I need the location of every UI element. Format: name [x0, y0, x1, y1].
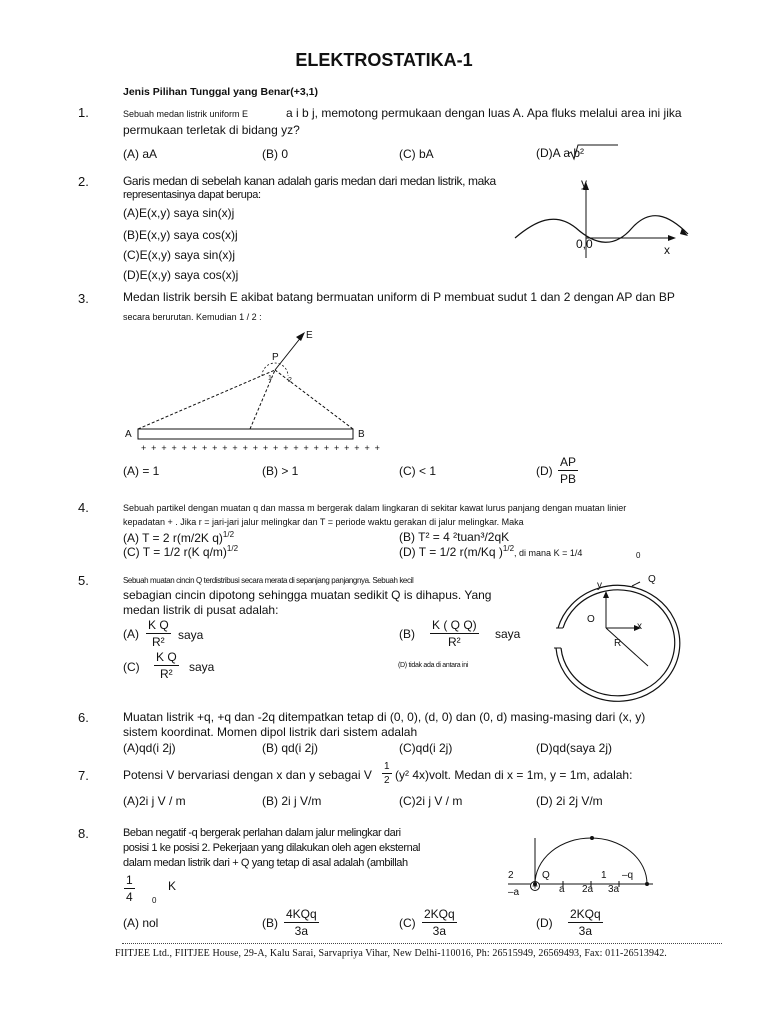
- fraction-numerator: AP: [560, 455, 577, 469]
- fraction-denominator: R²: [152, 635, 165, 649]
- q3-label-p: P: [272, 352, 279, 363]
- fraction-bar: [430, 633, 479, 634]
- q2-y-label: y: [581, 176, 587, 190]
- fraction-numerator: 1: [384, 761, 390, 772]
- q3-option-b[interactable]: (B) > 1: [262, 464, 299, 478]
- q5-number: 5.: [78, 573, 89, 588]
- fraction-denominator: 3a: [294, 924, 309, 938]
- q2-option-d[interactable]: (D)E(x,y) saya cos(x)j: [123, 268, 239, 282]
- q8-k-fraction: [124, 873, 135, 904]
- q4-exponent: 1/2: [222, 530, 235, 539]
- q6-option-c[interactable]: (C)qd(i 2j): [399, 741, 453, 755]
- q7-line1-b: (y² 4x)volt. Medan di x = 1m, y = 1m, adalah:: [395, 768, 633, 782]
- q8-fig-label-a: a: [559, 884, 565, 895]
- q3-label-e: E: [306, 330, 313, 341]
- q4-exponent: 1/2: [502, 544, 515, 553]
- q8-option-b[interactable]: (B): [262, 916, 278, 930]
- fraction-bar: [422, 922, 457, 923]
- q5-option-c[interactable]: (C): [123, 660, 140, 674]
- fraction-bar: [124, 888, 135, 889]
- q8-option-d[interactable]: (D): [536, 916, 553, 930]
- q5-label-o: O: [587, 614, 595, 625]
- fraction-bar: [284, 922, 319, 923]
- q1-option-d[interactable]: (D)A a b²: [536, 146, 585, 160]
- fraction-numerator: 2KQq: [570, 907, 601, 921]
- q3-angle-2: 2: [288, 377, 292, 384]
- q7-number: 7.: [78, 768, 89, 783]
- q4-option-b[interactable]: (B) T² = 4 ²tuan³/2qK: [399, 530, 510, 544]
- q6-line1: Muatan listrik +q, +q dan -2q ditempatkan tetap di (0, 0), (d, 0) dan (0, d) masing-masing dari (x, y): [123, 710, 646, 724]
- q4-exponent: 1/2: [226, 544, 239, 553]
- q3-charges: + + + + + + + + + + + + + + + + + + + + + + + +: [141, 443, 382, 453]
- fraction-numerator: 2KQq: [424, 907, 455, 921]
- q8-fig-label-neg-a: –a: [508, 887, 520, 898]
- q8-fig-label-neg-q: –q: [622, 870, 634, 881]
- q5-line2: sebagian cincin dipotong sehingga muatan sedikit Q is dihapus. Yang: [123, 588, 492, 602]
- q1-text-b: a i b j, memotong permukaan dengan luas A. Apa fluks melalui area ini jika: [286, 106, 682, 120]
- q1-number: 1.: [78, 105, 89, 120]
- q7-option-c[interactable]: (C)2i j V / m: [399, 794, 463, 808]
- q8-fig-label-q: Q: [542, 870, 550, 881]
- fraction-bar: [568, 922, 603, 923]
- q5-option-b-fraction: [430, 618, 479, 649]
- q8-fig-label-2: 2: [508, 870, 514, 881]
- q8-option-c-fraction: [422, 907, 457, 938]
- footer-address: FIITJEE Ltd., FIITJEE House, 29-A, Kalu Sarai, Sarvapriya Vihar, New Delhi-110016, Ph: 26515949, 26569493, Fax: 011-26513942.: [115, 948, 667, 959]
- q7-option-d[interactable]: (D) 2i 2j V/m: [536, 794, 603, 808]
- q7-fraction: [382, 761, 392, 786]
- q3-label-a: A: [125, 429, 132, 440]
- q4-option-d-text: (D) T = 1/2 r(m/Kq ): [399, 545, 503, 559]
- q2-number: 2.: [78, 174, 89, 189]
- q4-option-a[interactable]: [123, 530, 234, 545]
- q3-option-c[interactable]: (C) < 1: [399, 464, 437, 478]
- q4-option-d-tail: , di mana K = 1/4: [514, 548, 583, 558]
- q8-option-b-fraction: [284, 907, 319, 938]
- q8-line1: Beban negatif -q bergerak perlahan dalam jalur melingkar dari: [123, 827, 401, 839]
- fraction-numerator: 1: [126, 873, 133, 887]
- q7-option-a[interactable]: (A)2i j V / m: [123, 794, 186, 808]
- q5-option-a-fraction: [146, 618, 171, 649]
- q4-option-c-text: (C) T = 1/2 r(K q/m): [123, 545, 227, 559]
- q8-line2: posisi 1 ke posisi 2. Pekerjaan yang dilakukan oleh agen eksternal: [123, 842, 421, 854]
- q8-fig-label-2a: 2a: [582, 884, 594, 895]
- q5-option-b[interactable]: (B): [399, 627, 415, 641]
- q3-line2: secara berurutan. Kemudian 1 / 2 :: [123, 312, 262, 322]
- q2-origin-label: 0,0: [576, 237, 593, 251]
- q2-line2: representasinya dapat berupa:: [123, 189, 261, 201]
- q6-line2: sistem koordinat. Momen dipol listrik dari sistem adalah: [123, 725, 418, 739]
- q2-option-c[interactable]: (C)E(x,y) saya sin(x)j: [123, 248, 236, 262]
- q5-saya-a: saya: [178, 628, 204, 642]
- q1-option-a[interactable]: (A) aA: [123, 147, 158, 161]
- q8-k-tail: K: [168, 879, 177, 893]
- fraction-denominator: 3a: [432, 924, 447, 938]
- q4-option-d[interactable]: [399, 544, 582, 559]
- q8-k-subscript: 0: [152, 896, 157, 905]
- q4-line2: kepadatan + . Jika r = jari-jari jalur melingkar dan T = periode waktu gerakan di jalur melingkar. Maka: [123, 517, 524, 527]
- fraction-numerator: 4KQq: [286, 907, 317, 921]
- q5-label-y: y: [597, 580, 602, 591]
- q6-option-a[interactable]: (A)qd(i 2j): [123, 741, 176, 755]
- q7-line1-a: Potensi V bervariasi dengan x dan y sebagai V: [123, 768, 372, 782]
- q1-option-b[interactable]: (B) 0: [262, 147, 289, 161]
- q4-option-a-text: (A) T = 2 r(m/2K q): [123, 531, 223, 545]
- q8-option-d-fraction: [568, 907, 603, 938]
- q5-saya-b: saya: [495, 627, 521, 641]
- fraction-denominator: 4: [126, 890, 133, 904]
- fraction-denominator: 2: [384, 775, 390, 786]
- q5-option-d[interactable]: (D) tidak ada di antara ini: [398, 662, 469, 669]
- q2-line1: Garis medan di sebelah kanan adalah garis medan dari medan listrik, maka: [123, 174, 496, 188]
- q8-fig-label-1: 1: [601, 870, 607, 881]
- q1-option-c[interactable]: (C) bA: [399, 147, 434, 161]
- q6-option-d[interactable]: (D)qd(saya 2j): [536, 741, 613, 755]
- q5-option-c-fraction: [154, 650, 179, 681]
- q8-option-a[interactable]: (A) nol: [123, 916, 159, 930]
- fraction-numerator: K ( Q Q): [432, 618, 477, 632]
- fraction-bar: [146, 633, 171, 634]
- q8-number: 8.: [78, 826, 89, 841]
- fraction-bar: [558, 470, 578, 471]
- footer-divider: [122, 943, 722, 944]
- q5-label-x: x: [637, 621, 642, 632]
- q4-option-c[interactable]: [123, 544, 238, 559]
- q3-label-b: B: [358, 429, 365, 440]
- fraction-denominator: R²: [448, 635, 461, 649]
- q5-line1: Sebuah muatan cincin Q terdistribusi secara merata di sepanjang panjangnya. Sebuah kecil: [123, 576, 414, 585]
- q4-number: 4.: [78, 500, 89, 515]
- q8-option-c[interactable]: (C): [399, 916, 416, 930]
- q7-option-b[interactable]: (B) 2i j V/m: [262, 794, 322, 808]
- fraction-bar: [154, 665, 179, 666]
- q2-x-label: x: [664, 243, 670, 257]
- page-title: ELEKTROSTATIKA-1: [295, 50, 473, 70]
- field-line-figure: [510, 176, 690, 266]
- fraction-numerator: K Q: [156, 650, 177, 664]
- ring-figure: [540, 578, 670, 698]
- q4-subscript: 0: [636, 551, 641, 560]
- q6-option-b[interactable]: (B) qd(i 2j): [262, 741, 319, 755]
- q5-saya-c: saya: [189, 660, 215, 674]
- q3-option-d[interactable]: (D): [536, 464, 553, 478]
- q6-number: 6.: [78, 710, 89, 725]
- q3-fraction: [558, 455, 578, 486]
- q3-angle-1: 1: [268, 375, 272, 382]
- section-subtitle: Jenis Pilihan Tunggal yang Benar(+3,1): [123, 86, 318, 98]
- q3-number: 3.: [78, 291, 89, 306]
- q5-line3: medan listrik di pusat adalah:: [123, 603, 279, 617]
- q4-line1: Sebuah partikel dengan muatan q dan massa m bergerak dalam lingkaran di sekitar kawat lurus panjang dengan muatan linier: [123, 503, 627, 513]
- q5-option-a[interactable]: (A): [123, 627, 139, 641]
- q2-option-b[interactable]: (B)E(x,y) saya cos(x)j: [123, 228, 238, 242]
- charged-rod-figure: [130, 330, 370, 430]
- fraction-numerator: K Q: [148, 618, 169, 632]
- fraction-bar: [382, 773, 392, 774]
- q5-label-r: R: [614, 638, 622, 649]
- q5-label-q: Q: [648, 574, 656, 585]
- q8-line3: dalam medan listrik dari + Q yang tetap di asal adalah (ambillah: [123, 857, 408, 869]
- q1-text-c: permukaan terletak di bidang yz?: [123, 123, 300, 137]
- q1-text-a: Sebuah medan listrik uniform E: [123, 109, 249, 119]
- q2-option-a[interactable]: (A)E(x,y) saya sin(x)j: [123, 206, 235, 220]
- sqrt-symbol: [568, 144, 618, 160]
- fraction-denominator: PB: [560, 472, 577, 486]
- q8-fig-label-3a: 3a: [608, 884, 620, 895]
- q3-line1: Medan listrik bersih E akibat batang bermuatan uniform di P membuat sudut 1 dan 2 dengan AP dan BP: [123, 290, 675, 304]
- fraction-denominator: R²: [160, 667, 173, 681]
- q3-option-a[interactable]: (A) = 1: [123, 464, 160, 478]
- fraction-denominator: 3a: [578, 924, 593, 938]
